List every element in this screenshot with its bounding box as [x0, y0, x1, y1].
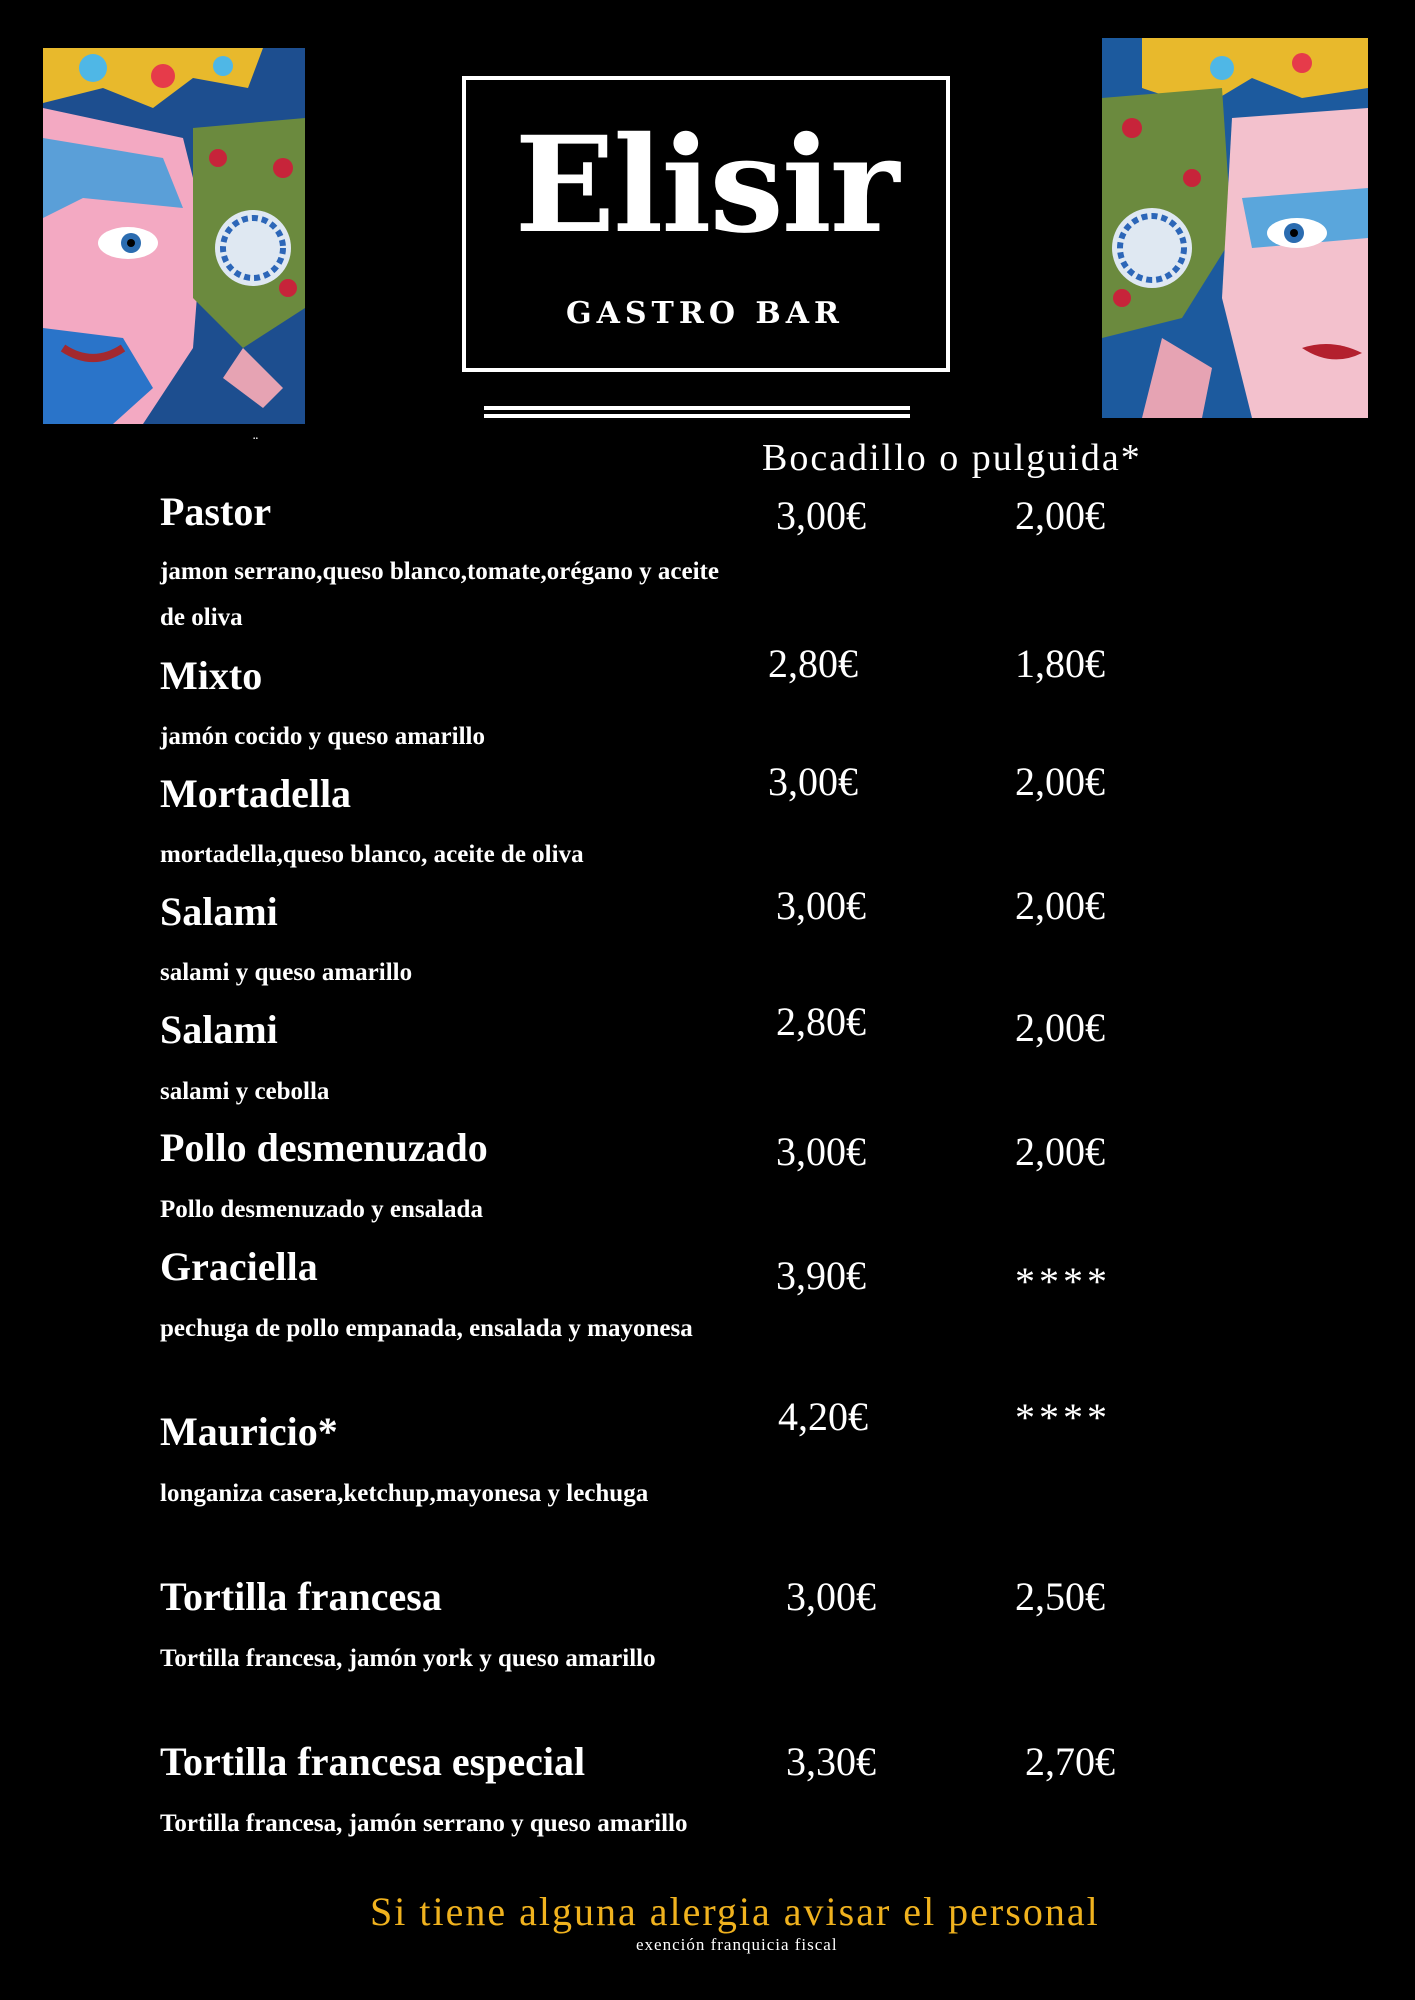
menu-item-description: jamon serrano,queso blanco,tomate,orégano y aceite de oliva [160, 558, 719, 631]
menu-item-description: salami y cebolla [160, 1078, 330, 1105]
price-bocadillo: 2,80€ [776, 999, 866, 1044]
menu-item-description: mortadella,queso blanco, aceite de oliva [160, 841, 584, 868]
menu-item-description: jamón cocido y queso amarillo [160, 723, 485, 750]
menu-item-name: Pollo desmenuzado [160, 1125, 488, 1170]
menu-item-name: Pastor [160, 489, 272, 534]
price-bocadillo: 2,80€ [768, 641, 858, 686]
price-pulguida: 1,80€ [1015, 641, 1105, 686]
tax-note: exención franquicia fiscal [636, 1935, 838, 1954]
menu-item-description: Tortilla francesa, jamón serrano y queso amarillo [160, 1810, 688, 1837]
menu-item-name: Mixto [160, 653, 263, 698]
price-pulguida: 2,50€ [1015, 1574, 1105, 1619]
menu-item-name: Salami [160, 889, 278, 934]
price-bocadillo: 3,00€ [768, 759, 858, 804]
price-pulguida: 2,00€ [1015, 1129, 1105, 1174]
menu-item-name: Salami [160, 1007, 278, 1052]
price-pulguida: **** [1015, 1395, 1111, 1440]
logo-divider [484, 406, 910, 418]
menu-item-name: Tortilla francesa especial [160, 1739, 586, 1784]
price-bocadillo: 4,20€ [778, 1394, 868, 1439]
stray-mark: ¨ [252, 436, 259, 452]
price-bocadillo: 3,00€ [776, 883, 866, 928]
price-bocadillo: 3,00€ [776, 1129, 866, 1174]
brand-name: Elisir [514, 108, 898, 263]
price-pulguida: 2,00€ [1015, 759, 1105, 804]
price-pulguida: 2,00€ [1015, 1005, 1105, 1050]
menu-item-description: Tortilla francesa, jamón york y queso amarillo [160, 1645, 656, 1672]
moor-head-man-icon [43, 48, 305, 424]
price-pulguida: **** [1015, 1259, 1111, 1304]
moor-head-woman-icon [1102, 38, 1368, 418]
menu-item-name: Mauricio* [160, 1409, 338, 1454]
menu-item-name: Graciella [160, 1244, 318, 1289]
allergy-note: Si tiene alguna alergia avisar el personal [370, 1889, 1100, 1934]
price-bocadillo: 3,90€ [776, 1253, 866, 1298]
price-pulguida: 2,00€ [1015, 883, 1105, 928]
price-bocadillo: 3,00€ [776, 493, 866, 538]
price-bocadillo: 3,00€ [786, 1574, 876, 1619]
price-column-header: Bocadillo o pulguida* [762, 437, 1142, 479]
menu-item-description: Pollo desmenuzado y ensalada [160, 1196, 483, 1223]
menu-item-name: Mortadella [160, 771, 352, 816]
logo-frame [462, 76, 950, 372]
menu-item-description: salami y queso amarillo [160, 959, 413, 986]
brand-tagline: GASTRO BAR [566, 296, 844, 331]
menu-item-description: pechuga de pollo empanada, ensalada y mayonesa [160, 1315, 693, 1342]
price-pulguida: 2,00€ [1015, 493, 1105, 538]
menu-item-name: Tortilla francesa [160, 1574, 442, 1619]
price-pulguida: 2,70€ [1025, 1739, 1115, 1784]
price-bocadillo: 3,30€ [786, 1739, 876, 1784]
menu-item-description: longaniza casera,ketchup,mayonesa y lechuga [160, 1480, 649, 1507]
